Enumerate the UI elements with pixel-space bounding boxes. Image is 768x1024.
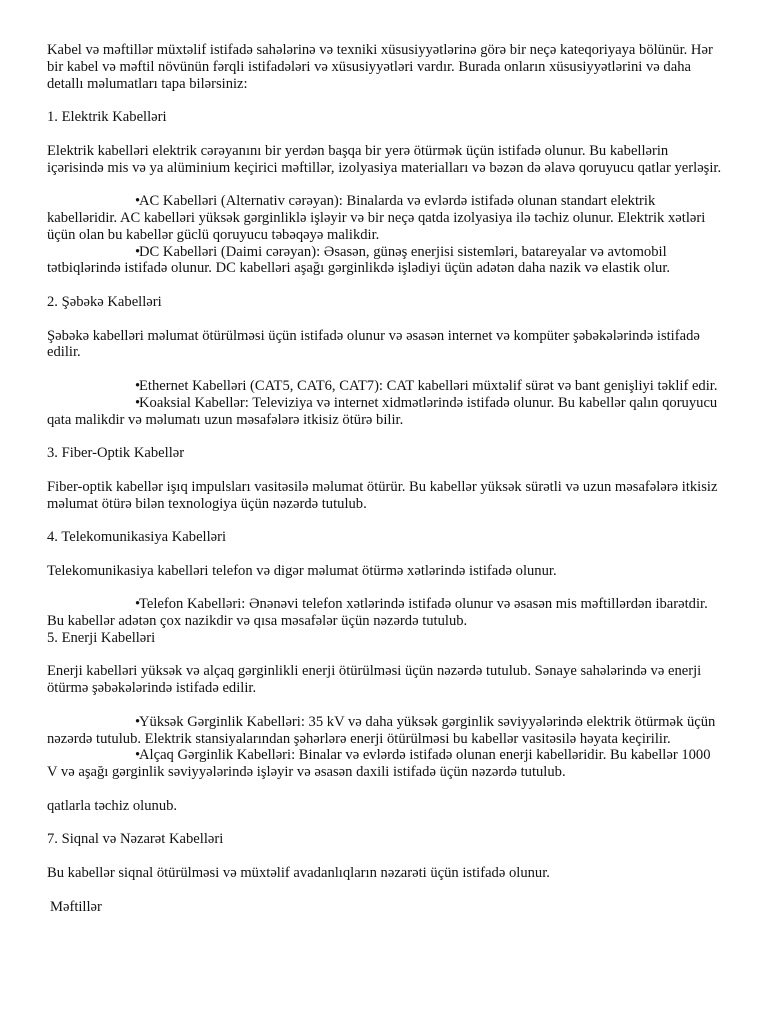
section-heading: 1. Elektrik Kabelləri xyxy=(47,109,167,126)
list-item-text: Ethernet Kabelləri (CAT5, CAT6, CAT7): CAT kabelləri müxtəlif sürət və bant genişliyi təklif edir. xyxy=(139,377,718,394)
fragment-paragraph: qatlarla təchiz olunub. xyxy=(47,797,178,814)
list-item-text: AC Kabelləri (Alternativ cərəyan): Binalarda və evlərdə istifadə olunan standart elektrik kabelləridir. AC kabelləri yüksək gərginliklə işləyir və bir neçə qatda izolyasiya ilə təchiz olunur. Elektrik xətləri üçün olan bu kabellər güclü qoruyucu təbəqəyə malikdir. xyxy=(47,193,706,243)
bullet-icon: • xyxy=(135,596,141,613)
list-item-text: Yüksək Gərginlik Kabelləri: 35 kV və daha yüksək gərginlik səviyyələrində elektrik ötürmək üçün nəzərdə tutulub. Elektrik stansiyalarından şəhərlərə enerji ötürülməsi bu kabellər vasitəsilə həyata keçirilir. xyxy=(47,713,716,747)
section-paragraph: Elektrik kabelləri elektrik cərəyanını bir yerdən başqa bir yerə ötürmək üçün istifadə olunur. Bu kabellərin içərisində mis və ya alüminium keçirici məftillər, izolyasiya materialları və bəzən də əlavə qoruyucu qatlar yerləşir. xyxy=(47,142,722,176)
document-body xyxy=(47,42,723,932)
section-heading: 5. Enerji Kabelləri xyxy=(47,629,156,646)
bullet-list xyxy=(47,378,723,428)
list-item-text: Koaksial Kabellər: Televiziya və internet xidmətlərində istifadə olunur. Bu kabellər qalın qoruyucu qata malikdir və məlumatı uzun məsafələrə itkisiz ötürə bilir. xyxy=(47,394,718,428)
bullet-icon: • xyxy=(135,713,141,730)
list-item xyxy=(47,714,723,748)
bullet-list xyxy=(47,193,723,277)
trailing-heading: Məftillər xyxy=(50,898,102,915)
section-paragraph: Fiber-optik kabellər işıq impulsları vasitəsilə məlumat ötürür. Bu kabellər yüksək sürətli və uzun məsafələrə itkisiz məlumat ötürə bilən texnologiya üçün nəzərdə tutulub. xyxy=(47,478,718,512)
section-heading: 2. Şəbəkə Kabelləri xyxy=(47,293,162,310)
section-paragraph: Şəbəkə kabelləri məlumat ötürülməsi üçün istifadə olunur və əsasən internet və kompüter şəbəkələrində istifadə edilir. xyxy=(47,327,700,361)
bullet-icon: • xyxy=(135,243,141,260)
bullet-list xyxy=(47,714,723,781)
list-item xyxy=(47,244,723,278)
bullet-icon: • xyxy=(135,394,141,411)
bullet-icon: • xyxy=(135,193,141,210)
list-item xyxy=(47,378,723,395)
list-item xyxy=(47,596,723,630)
intro-paragraph: Kabel və məftillər müxtəlif istifadə sahələrinə və texniki xüsusiyyətlərinə görə bir neçə kateqoriyaya bölünür. Hər bir kabel və məftil növünün fərqli istifadələri və xüsusiyyətləri vardır. Burada onların xüsusiyyətlərini və daha detallı məlumatları tapa bilərsiniz: xyxy=(47,42,713,92)
section-heading: 7. Siqnal və Nəzarət Kabelləri xyxy=(47,831,224,848)
list-item xyxy=(47,395,723,429)
section-paragraph: Telekomunikasiya kabelləri telefon və digər məlumat ötürmə xətlərində istifadə olunur. xyxy=(47,562,557,579)
section-paragraph: Enerji kabelləri yüksək və alçaq gərginlikli enerji ötürülməsi üçün nəzərdə tutulub. Sənaye sahələrində və enerji ötürmə şəbəkələrində istifadə edilir. xyxy=(47,663,702,697)
list-item xyxy=(47,747,723,781)
list-item-text: Alçaq Gərginlik Kabelləri: Binalar və evlərdə istifadə olunan enerji kabelləridir. Bu kabellər 1000 V və aşağı gərginlik səviyyələrində işləyir və əsasən daxili istifadə üçün nəzərdə tutulub. xyxy=(47,747,711,781)
bullet-list xyxy=(47,596,723,630)
bullet-icon: • xyxy=(135,377,141,394)
bullet-icon: • xyxy=(135,747,141,764)
list-item-text: DC Kabelləri (Daimi cərəyan): Əsasən, günəş enerjisi sistemləri, batareyalar və avtomobil tətbiqlərində istifadə olunur. DC kabelləri aşağı gərginlikdə işlədiyi üçün adətən daha nazik və elastik olur. xyxy=(47,243,671,277)
list-item-text: Telefon Kabelləri: Ənənəvi telefon xətlərində istifadə olunur və əsasən mis məftillərdən ibarətdir. Bu kabellər adətən çox nazikdir və qısa məsafələr üçün nəzərdə tutulub. xyxy=(47,596,708,630)
section-heading: 3. Fiber-Optik Kabellər xyxy=(47,445,185,462)
list-item xyxy=(47,193,723,243)
section-paragraph: Bu kabellər siqnal ötürülməsi və müxtəlif avadanlıqların nəzarəti üçün istifadə olunur. xyxy=(47,865,550,882)
section-heading: 4. Telekomunikasiya Kabelləri xyxy=(47,529,227,546)
